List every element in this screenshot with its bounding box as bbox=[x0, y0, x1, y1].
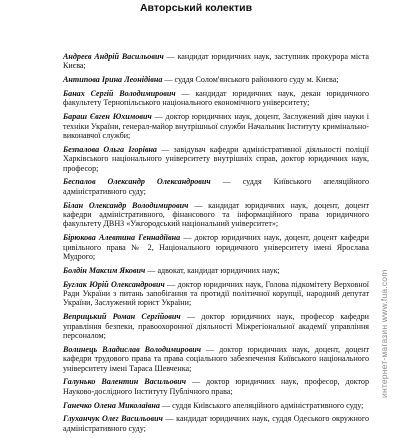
author-name: Безпалова Ольга Ігорівна bbox=[63, 144, 157, 154]
author-list bbox=[63, 52, 369, 438]
author-name: Бірюкова Алевтина Геннадіївна bbox=[63, 233, 181, 243]
author-name: Андреєв Андрій Васильович bbox=[63, 52, 164, 61]
author-description: — кандидат юридичних наук, заступник прокурора міста Києва; bbox=[63, 52, 370, 71]
author-description: — суддя Київського апеляційного адміністративного суду; bbox=[63, 177, 369, 196]
author-name: Глуханчук Олег Васильович bbox=[63, 414, 163, 424]
author-entry bbox=[63, 233, 369, 261]
author-description: — доктор юридичних наук, професор кафедри управління безпеки, правоохоронної діяльності Міжрегіональної академії управління персоналом; bbox=[63, 312, 369, 341]
author-description: — кандидат юридичних наук, доцент, доцент кафедри адміністративного, фінансового та інформаційного права юридичного факультету ДВНЗ «Ужгородський національний університет»; bbox=[63, 200, 369, 229]
author-entry bbox=[63, 177, 369, 196]
author-name: Антипова Ірина Леонідівна bbox=[63, 75, 163, 85]
author-entry bbox=[63, 345, 369, 373]
author-name: Болдін Максим Якович bbox=[63, 265, 146, 275]
author-description: — кандидат юридичних наук, декан юридичного факультету Тернопільського національного економічного університету; bbox=[63, 89, 369, 108]
author-description: — суддя Солом'янського районного суду м. Києва; bbox=[162, 75, 339, 85]
page-title: Авторський колектив bbox=[139, 2, 253, 14]
author-entry bbox=[63, 266, 369, 275]
author-name: Беспалов Олександр Олександрович bbox=[63, 177, 211, 187]
author-entry bbox=[63, 401, 369, 410]
author-name: Галунько Валентин Васильович bbox=[63, 377, 187, 387]
author-description: — доктор юридичних наук, Голова підкомітету Верховної Ради України з питань запобігання та протидії політичної корупції, народний депутат України, Заслужений юрист України; bbox=[63, 279, 369, 308]
author-entry bbox=[63, 112, 369, 140]
author-description: — кандидат юридичних наук, суддя Одеського окружного адміністративного суду; bbox=[63, 414, 370, 433]
author-description: — доктор юридичних наук, доцент, доцент кафедри трудового права та права соціального забезпечення Київського національного університету імені Тараса Шевченка; bbox=[63, 344, 369, 373]
author-entry bbox=[63, 145, 369, 173]
author-name: Буглак Юрій Олександрович bbox=[63, 279, 165, 289]
author-entry bbox=[63, 312, 369, 340]
author-name: Веприцький Роман Сергійович bbox=[63, 312, 181, 322]
author-description: — доктор юридичних наук, доцент, доцент кафедри цивільного права № 2, Національного юридичного університету імені Ярослава Мудрого; bbox=[63, 233, 369, 262]
author-entry bbox=[63, 52, 369, 71]
author-entry bbox=[63, 201, 369, 229]
author-name: Волинець Владислав Володимирович bbox=[63, 344, 202, 354]
author-name: Банах Сергій Володимирович bbox=[63, 89, 176, 98]
author-description: — доктор юридичних наук, доцент, Заслужений діяч науки і техніки України, генерал-майор внутрішньої служби Начальник Інституту кримінально-виконавчої служби; bbox=[63, 112, 369, 141]
author-description: — адвокат, кандидат юридичних наук; bbox=[145, 265, 280, 275]
author-entry bbox=[63, 75, 369, 84]
author-entry bbox=[63, 89, 369, 108]
author-entry bbox=[63, 280, 369, 308]
watermark: интернет-магазин www.fua.com bbox=[379, 269, 389, 398]
author-description: — суддя Київського апеляційного адміністративного суду; bbox=[159, 400, 364, 410]
author-description: — завідувач кафедри адміністративної діяльності поліції Харківського національного університету внутрішніх справ, доктор юридичних наук, професор; bbox=[63, 144, 369, 173]
author-entry bbox=[63, 377, 369, 396]
author-name: Ганечко Олена Миколаївна bbox=[63, 400, 160, 410]
author-entry bbox=[63, 414, 369, 433]
author-name: Білан Олександр Володимирович bbox=[63, 200, 189, 210]
author-description: — доктор юридичних наук, професор, доктор Науково-дослідного Інституту Публічного права; bbox=[63, 377, 370, 396]
author-name: Бараш Євген Юхимович bbox=[63, 112, 152, 122]
